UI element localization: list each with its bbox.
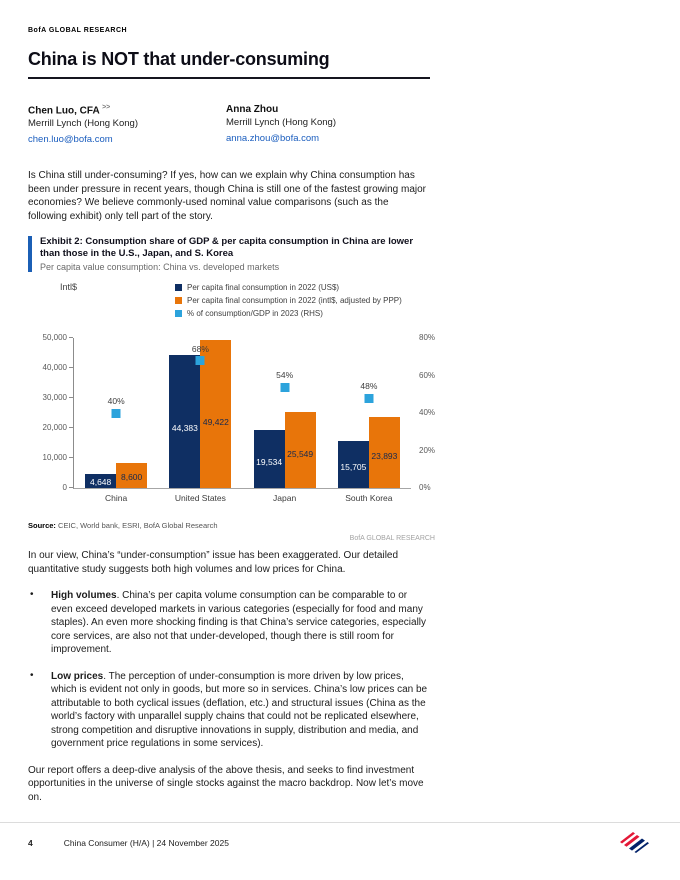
chart-bar [85, 474, 116, 488]
bar-pair [338, 417, 400, 489]
title-divider [28, 77, 430, 79]
footer-divider [0, 822, 680, 823]
exhibit-chart [28, 276, 436, 519]
chart-marker [364, 394, 373, 403]
bar-pair [85, 463, 147, 489]
bar-value-label: 49,422 [202, 416, 229, 427]
intro-paragraph: Is China still under-consuming? If yes, how can we explain why China consumption has been under pressure in recent years, though China is still one of the fastest growing major economies? We believe commonly-used nominal value comparisons (such as the following exhibit) only tell part of the story. [28, 170, 426, 222]
x-axis-category-label: United States [174, 493, 226, 504]
footer-doc-title: China Consumer (H/A) | 24 November 2025 [63, 838, 229, 848]
chart-marker [112, 409, 121, 418]
author-1 [28, 104, 226, 147]
left-axis-tick-mark [69, 397, 73, 398]
legend-swatch-icon [175, 284, 182, 291]
left-axis-tick-label: 50,000 [42, 333, 67, 343]
chart-bar [285, 412, 316, 489]
right-axis-tick-label: 60% [419, 370, 436, 380]
chart-bar [369, 417, 400, 489]
left-axis-tick-mark [69, 427, 73, 428]
author-2-email-link[interactable]: anna.zhou@bofa.com [226, 133, 320, 144]
chart-groups [74, 338, 411, 504]
legend-swatch-icon [175, 310, 182, 317]
bullet-glyph: • [30, 669, 34, 681]
source-label: Source: [28, 521, 56, 531]
bullet-list [28, 589, 430, 751]
chart-group-china [74, 338, 158, 504]
author-block [28, 104, 430, 147]
legend-item [175, 309, 402, 318]
author-1-firm: Merrill Lynch (Hong Kong) [28, 118, 138, 130]
legend-item [175, 296, 402, 305]
author-1-suffix: >> [102, 104, 111, 111]
author-2-name [226, 104, 424, 115]
chart-group-japan [243, 338, 327, 504]
chart-watermark: BofA GLOBAL RESEARCH [349, 535, 435, 543]
author-2-name-text: Anna Zhou [226, 104, 279, 115]
left-axis-tick-mark [69, 487, 73, 488]
left-axis-unit-label: Intl$ [60, 282, 78, 293]
bullet-high-volumes-text [51, 589, 430, 657]
legend-item [175, 283, 402, 292]
exhibit-title: Exhibit 2: Consumption share of GDP & per capita consumption in China are lower than those in the U.S., Japan, and S. Korea [40, 236, 414, 260]
author-1-name-text: Chen Luo, CFA [28, 105, 100, 117]
right-axis-tick-label: 80% [419, 333, 436, 343]
bar-value-label: 15,705 [340, 462, 367, 473]
legend-label: Per capita final consumption in 2022 (intl$, adjusted by PPP) [187, 296, 402, 306]
bullet-lead: Low prices [51, 670, 104, 682]
author-2-firm: Merrill Lynch (Hong Kong) [226, 117, 336, 128]
legend-swatch-icon [175, 297, 182, 304]
x-axis-category-label: Japan [273, 493, 297, 504]
footer [28, 838, 229, 848]
chart-bar [200, 340, 231, 488]
chart-marker [280, 383, 289, 392]
left-axis-tick-label: 30,000 [42, 393, 67, 403]
author-2 [226, 104, 424, 147]
source-text: CEIC, World bank, ESRI, BofA Global Research [55, 521, 218, 531]
bullet-low-prices [28, 670, 430, 751]
left-axis-tick-label: 0 [62, 483, 67, 493]
author-1-email-link[interactable]: chen.luo@bofa.com [28, 134, 113, 146]
closing-paragraph: Our report offers a deep-dive analysis of the above thesis, and seeks to find investment opportunities in the universe of single stocks against the macro backdrop. Now let’s move on. [28, 764, 424, 803]
chart-group-south-korea [327, 338, 411, 504]
bullet-low-prices-text [51, 670, 430, 751]
bar-value-label: 44,383 [171, 423, 198, 434]
chart-bar [116, 463, 147, 489]
chart-bar [254, 430, 285, 489]
bullet-body: . China’s per capita volume consumption can be comparable to or even exceed developed markets in various categories (especially for food and many staples). An even more shocking finding is that China’s service categories, especially core services, are also not that under-developed, though there is still room for improvement. [51, 590, 427, 656]
x-axis-category-label: South Korea [345, 493, 393, 504]
marker-value-label: 54% [276, 370, 294, 381]
x-axis-category-label: China [105, 493, 128, 504]
marker-value-label: 40% [107, 396, 125, 407]
bullet-lead: High volumes [51, 590, 117, 602]
bar-value-label: 8,600 [120, 471, 143, 482]
chart-plot-area [42, 333, 436, 504]
bofa-logo-icon [618, 831, 650, 853]
page-title: China is NOT that under-consuming [28, 49, 330, 69]
bullet-high-volumes [28, 589, 430, 657]
author-1-name [28, 104, 226, 116]
page-number: 4 [28, 838, 33, 848]
bar-value-label: 25,549 [287, 448, 314, 459]
bar-value-label: 19,534 [256, 456, 283, 467]
left-axis-tick-mark [69, 457, 73, 458]
source-line [28, 521, 430, 530]
left-axis-tick-mark [69, 337, 73, 338]
content-column [28, 0, 436, 804]
bar-value-label: 23,893 [371, 451, 398, 462]
chart-legend [175, 283, 402, 322]
left-axis-tick-label: 40,000 [42, 363, 67, 373]
chart-marker [196, 356, 205, 365]
chart-bar [338, 441, 369, 488]
right-axis-tick-label: 40% [419, 408, 436, 418]
left-axis-tick-label: 10,000 [42, 453, 67, 463]
exhibit-header [28, 236, 430, 272]
bullet-body: . The perception of under-consumption is more driven by low prices, which is evident not only in goods, but more so in services. China’s low prices can be attributable to both cyclical issues (deflation, etc.) and structural issues (China as the world’s factory with unparallel supply chains that could not be replicated elsewhere, strong competition and disruptive innovations in supply, distribution and media, and government price regulations in some services). [51, 670, 428, 750]
chart-group-united-states [158, 338, 242, 504]
legend-label: % of consumption/GDP in 2023 (RHS) [187, 309, 323, 319]
marker-value-label: 48% [360, 381, 378, 392]
bar-pair [254, 412, 316, 489]
legend-label: Per capita final consumption in 2022 (US$) [187, 283, 340, 293]
bullet-glyph: • [30, 589, 34, 601]
right-axis-tick-label: 20% [419, 445, 436, 455]
right-axis-tick-label: 0% [419, 483, 431, 493]
marker-value-label: 68% [191, 343, 209, 354]
left-axis-tick-label: 20,000 [42, 423, 67, 433]
brand-header: BofA GLOBAL RESEARCH [28, 27, 128, 34]
exhibit-subtitle: Per capita value consumption: China vs. developed markets [40, 262, 280, 273]
body-paragraph-1: In our view, China’s “under-consumption” issue has been exaggerated. Our detailed quantitative study suggests both high volumes and low prices for China. [28, 550, 399, 575]
bar-value-label: 4,648 [89, 477, 112, 488]
left-axis-tick-mark [69, 367, 73, 368]
chart-bar [169, 355, 200, 488]
